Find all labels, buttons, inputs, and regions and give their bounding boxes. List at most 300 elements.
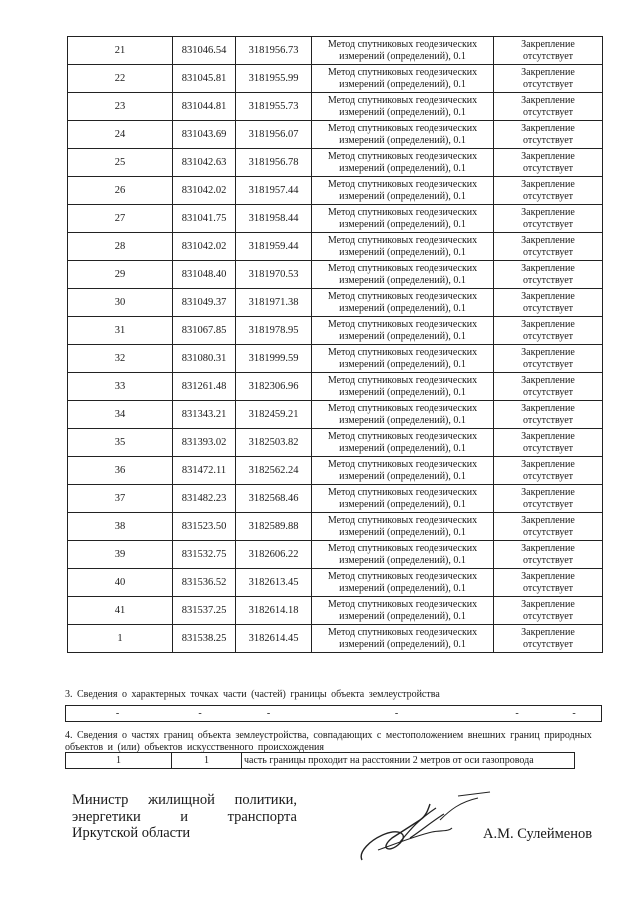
table-row: [68, 289, 603, 317]
method-cell: [312, 317, 494, 345]
method-cell-text: Метод спутниковых геодезических: [327, 122, 478, 134]
fixation-cell-text: Закрепление: [521, 458, 575, 470]
x-coordinate-cell: [173, 65, 236, 93]
fixation-cell-text: Закрепление: [521, 262, 575, 274]
point-number-cell-text: 33: [114, 380, 126, 392]
x-coordinate-cell: [173, 317, 236, 345]
point-number-cell-text: 1: [117, 632, 123, 644]
y-coordinate-cell: [236, 345, 312, 373]
fixation-cell-text: отсутствует: [522, 442, 574, 454]
handwritten-signature: [340, 790, 500, 870]
fixation-cell-text: Закрепление: [521, 542, 575, 554]
fixation-cell: [494, 317, 603, 345]
section-4-table-row: [65, 752, 575, 769]
point-number-cell: [68, 65, 173, 93]
fixation-cell: [494, 625, 603, 653]
fixation-cell: [494, 289, 603, 317]
table-row: [68, 625, 603, 653]
method-cell: [312, 121, 494, 149]
point-number-cell-text: 22: [114, 72, 126, 84]
y-coordinate-cell: [236, 317, 312, 345]
fixation-cell-text: отсутствует: [522, 498, 574, 510]
point-number-cell-text: 39: [114, 548, 126, 560]
table-row: [68, 373, 603, 401]
fixation-cell-text: отсутствует: [522, 638, 574, 650]
y-coordinate-cell: [236, 513, 312, 541]
table-row: [68, 429, 603, 457]
method-cell-text: Метод спутниковых геодезических: [327, 486, 478, 498]
fixation-cell-text: отсутствует: [522, 330, 574, 342]
point-number-cell: [68, 121, 173, 149]
fixation-cell-text: отсутствует: [522, 470, 574, 482]
y-coordinate-cell-text: 3181999.59: [248, 352, 299, 364]
method-cell-text: измерений (определений), 0.1: [339, 162, 466, 174]
fixation-cell: [494, 597, 603, 625]
y-coordinate-cell-text: 3181971.38: [248, 296, 299, 308]
x-coordinate-cell: [173, 233, 236, 261]
point-number-cell-text: 32: [114, 352, 126, 364]
fixation-cell: [494, 457, 603, 485]
fixation-cell: [494, 541, 603, 569]
fixation-cell-text: Закрепление: [521, 346, 575, 358]
section-3-cell: -: [572, 708, 576, 719]
point-number-cell-text: 21: [114, 44, 126, 56]
table-row: [68, 317, 603, 345]
point-number-cell-text: 35: [114, 436, 126, 448]
fixation-cell: [494, 373, 603, 401]
method-cell: [312, 93, 494, 121]
method-cell: [312, 233, 494, 261]
x-coordinate-cell: [173, 429, 236, 457]
y-coordinate-cell-text: 3181955.73: [248, 100, 299, 112]
fixation-cell-text: Закрепление: [521, 318, 575, 330]
fixation-cell-text: отсутствует: [522, 50, 574, 62]
method-cell: [312, 569, 494, 597]
method-cell-text: Метод спутниковых геодезических: [327, 402, 478, 414]
y-coordinate-cell: [236, 541, 312, 569]
x-coordinate-cell: [173, 149, 236, 177]
fixation-cell-text: отсутствует: [522, 526, 574, 538]
fixation-cell-text: отсутствует: [522, 274, 574, 286]
method-cell-text: Метод спутниковых геодезических: [327, 626, 478, 638]
table-row: [68, 345, 603, 373]
method-cell-text: измерений (определений), 0.1: [339, 358, 466, 370]
y-coordinate-cell: [236, 289, 312, 317]
x-coordinate-cell-text: 831043.69: [181, 128, 227, 140]
table-row: [68, 569, 603, 597]
point-number-cell: [68, 373, 173, 401]
minister-title-word: политики,: [234, 792, 297, 808]
x-coordinate-cell-text: 831046.54: [181, 44, 227, 56]
x-coordinate-cell: [173, 541, 236, 569]
point-number-cell-text: 37: [114, 492, 126, 504]
point-number-cell-text: 41: [114, 604, 126, 616]
method-cell: [312, 485, 494, 513]
x-coordinate-cell: [173, 625, 236, 653]
x-coordinate-cell: [173, 513, 236, 541]
method-cell-text: Метод спутниковых геодезических: [327, 374, 478, 386]
fixation-cell-text: Закрепление: [521, 290, 575, 302]
method-cell-text: измерений (определений), 0.1: [339, 218, 466, 230]
method-cell-text: Метод спутниковых геодезических: [327, 570, 478, 582]
method-cell: [312, 65, 494, 93]
section-3-cell: -: [266, 708, 271, 719]
method-cell-text: Метод спутниковых геодезических: [327, 66, 478, 78]
fixation-cell-text: отсутствует: [522, 358, 574, 370]
section-3-cell: -: [115, 708, 120, 719]
y-coordinate-cell: [236, 233, 312, 261]
y-coordinate-cell-text: 3182503.82: [248, 436, 299, 448]
method-cell: [312, 513, 494, 541]
fixation-cell-text: отсутствует: [522, 218, 574, 230]
x-coordinate-cell: [173, 569, 236, 597]
method-cell: [312, 289, 494, 317]
x-coordinate-cell-text: 831261.48: [181, 380, 227, 392]
method-cell-text: измерений (определений), 0.1: [339, 470, 466, 482]
method-cell-text: Метод спутниковых геодезических: [327, 38, 478, 50]
method-cell-text: измерений (определений), 0.1: [339, 274, 466, 286]
fixation-cell-text: Закрепление: [521, 234, 575, 246]
fixation-cell: [494, 121, 603, 149]
method-cell-text: Метод спутниковых геодезических: [327, 514, 478, 526]
method-cell: [312, 37, 494, 65]
method-cell-text: измерений (определений), 0.1: [339, 246, 466, 258]
y-coordinate-cell-text: 3182459.21: [248, 408, 299, 420]
table-row: [68, 121, 603, 149]
x-coordinate-cell-text: 831045.81: [181, 72, 227, 84]
y-coordinate-cell-text: 3182613.45: [248, 576, 299, 588]
fixation-cell: [494, 233, 603, 261]
minister-title-word: транспорта: [227, 808, 297, 825]
y-coordinate-cell-text: 3181978.95: [248, 324, 299, 336]
x-coordinate-cell-text: 831048.40: [181, 268, 227, 280]
method-cell-text: измерений (определений), 0.1: [339, 106, 466, 118]
x-coordinate-cell: [173, 597, 236, 625]
method-cell-text: измерений (определений), 0.1: [339, 610, 466, 622]
table-row: [68, 513, 603, 541]
point-number-cell: [68, 317, 173, 345]
point-number-cell: [68, 597, 173, 625]
y-coordinate-cell: [236, 65, 312, 93]
table-row: [68, 597, 603, 625]
x-coordinate-cell-text: 831041.75: [181, 212, 227, 224]
fixation-cell-text: отсутствует: [522, 302, 574, 314]
y-coordinate-cell-text: 3181956.07: [248, 128, 299, 140]
fixation-cell-text: отсутствует: [522, 414, 574, 426]
method-cell: [312, 401, 494, 429]
method-cell: [312, 177, 494, 205]
method-cell-text: измерений (определений), 0.1: [339, 498, 466, 510]
table-row: [68, 457, 603, 485]
x-coordinate-cell-text: 831042.02: [181, 240, 227, 252]
method-cell-text: измерений (определений), 0.1: [339, 134, 466, 146]
fixation-cell: [494, 429, 603, 457]
table-row: [68, 205, 603, 233]
fixation-cell-text: Закрепление: [521, 402, 575, 414]
fixation-cell: [494, 37, 603, 65]
minister-title-region: Иркутской области: [72, 825, 191, 841]
fixation-cell-text: отсутствует: [522, 610, 574, 622]
point-number-cell: [68, 205, 173, 233]
y-coordinate-cell: [236, 93, 312, 121]
y-coordinate-cell: [236, 429, 312, 457]
fixation-cell-text: Закрепление: [521, 570, 575, 582]
method-cell: [312, 541, 494, 569]
method-cell: [312, 597, 494, 625]
point-number-cell-text: 36: [114, 464, 126, 476]
point-number-cell-text: 26: [114, 184, 126, 196]
method-cell: [312, 373, 494, 401]
x-coordinate-cell: [173, 457, 236, 485]
boundary-points-body: [68, 37, 603, 653]
y-coordinate-cell-text: 3181958.44: [248, 212, 299, 224]
point-number-cell: [68, 401, 173, 429]
x-coordinate-cell-text: 831532.75: [181, 548, 227, 560]
x-coordinate-cell-text: 831042.02: [181, 184, 227, 196]
fixation-cell-text: отсутствует: [522, 190, 574, 202]
section-4-cell-to: 1: [172, 753, 242, 768]
method-cell-text: Метод спутниковых геодезических: [327, 290, 478, 302]
y-coordinate-cell-text: 3182606.22: [248, 548, 299, 560]
method-cell-text: измерений (определений), 0.1: [339, 302, 466, 314]
y-coordinate-cell-text: 3181970.53: [248, 268, 299, 280]
table-row: [68, 233, 603, 261]
section-4-heading: 4. Сведения о частях границ объекта землеустройства, совпадающих с местоположением внешних границ природных объектов и (или) объектов искусственного происхождения: [65, 730, 592, 753]
fixation-cell-text: Закрепление: [521, 150, 575, 162]
method-cell-text: Метод спутниковых геодезических: [327, 150, 478, 162]
method-cell-text: измерений (определений), 0.1: [339, 414, 466, 426]
point-number-cell-text: 31: [114, 324, 126, 336]
x-coordinate-cell: [173, 373, 236, 401]
y-coordinate-cell-text: 3181955.99: [248, 72, 299, 84]
y-coordinate-cell: [236, 261, 312, 289]
method-cell-text: измерений (определений), 0.1: [339, 442, 466, 454]
x-coordinate-cell: [173, 485, 236, 513]
section-4-cell-from: 1: [66, 753, 172, 768]
minister-title-word: энергетики: [72, 808, 141, 825]
section-3-cell: -: [515, 708, 519, 719]
fixation-cell: [494, 93, 603, 121]
point-number-cell-text: 30: [114, 296, 126, 308]
table-row: [68, 177, 603, 205]
y-coordinate-cell-text: 3181957.44: [248, 184, 299, 196]
point-number-cell: [68, 569, 173, 597]
y-coordinate-cell-text: 3181956.73: [248, 44, 299, 56]
x-coordinate-cell-text: 831049.37: [181, 296, 227, 308]
point-number-cell: [68, 345, 173, 373]
fixation-cell-text: Закрепление: [521, 374, 575, 386]
fixation-cell-text: отсутствует: [522, 582, 574, 594]
point-number-cell: [68, 233, 173, 261]
point-number-cell: [68, 93, 173, 121]
y-coordinate-cell-text: 3182306.96: [248, 380, 299, 392]
section-3-heading: 3. Сведения о характерных точках части (частей) границы объекта землеустройства: [65, 689, 440, 700]
point-number-cell: [68, 177, 173, 205]
method-cell-text: измерений (определений), 0.1: [339, 50, 466, 62]
method-cell-text: Метод спутниковых геодезических: [327, 430, 478, 442]
fixation-cell: [494, 149, 603, 177]
fixation-cell-text: отсутствует: [522, 162, 574, 174]
method-cell: [312, 429, 494, 457]
x-coordinate-cell: [173, 177, 236, 205]
point-number-cell: [68, 457, 173, 485]
method-cell-text: измерений (определений), 0.1: [339, 190, 466, 202]
fixation-cell: [494, 261, 603, 289]
x-coordinate-cell-text: 831538.25: [181, 632, 227, 644]
fixation-cell-text: Закрепление: [521, 178, 575, 190]
x-coordinate-cell: [173, 401, 236, 429]
point-number-cell-text: 34: [114, 408, 126, 420]
x-coordinate-cell-text: 831482.23: [181, 492, 227, 504]
minister-title-word: Министр: [72, 792, 129, 808]
y-coordinate-cell-text: 3182568.46: [248, 492, 299, 504]
point-number-cell: [68, 541, 173, 569]
method-cell-text: Метод спутниковых геодезических: [327, 178, 478, 190]
fixation-cell-text: Закрепление: [521, 486, 575, 498]
y-coordinate-cell: [236, 597, 312, 625]
fixation-cell-text: Закрепление: [521, 430, 575, 442]
y-coordinate-cell-text: 3181959.44: [248, 240, 299, 252]
x-coordinate-cell-text: 831080.31: [181, 352, 227, 364]
x-coordinate-cell-text: 831536.52: [181, 576, 227, 588]
point-number-cell-text: 38: [114, 520, 126, 532]
fixation-cell-text: отсутствует: [522, 134, 574, 146]
point-number-cell-text: 29: [114, 268, 126, 280]
method-cell-text: измерений (определений), 0.1: [339, 554, 466, 566]
x-coordinate-cell-text: 831393.02: [181, 436, 227, 448]
y-coordinate-cell: [236, 457, 312, 485]
x-coordinate-cell: [173, 37, 236, 65]
x-coordinate-cell-text: 831343.21: [181, 408, 227, 420]
x-coordinate-cell: [173, 121, 236, 149]
fixation-cell: [494, 65, 603, 93]
y-coordinate-cell: [236, 149, 312, 177]
fixation-cell-text: Закрепление: [521, 122, 575, 134]
fixation-cell-text: отсутствует: [522, 554, 574, 566]
method-cell: [312, 261, 494, 289]
method-cell-text: Метод спутниковых геодезических: [327, 598, 478, 610]
method-cell-text: измерений (определений), 0.1: [339, 78, 466, 90]
point-number-cell: [68, 429, 173, 457]
fixation-cell: [494, 345, 603, 373]
y-coordinate-cell: [236, 373, 312, 401]
method-cell-text: измерений (определений), 0.1: [339, 638, 466, 650]
method-cell-text: Метод спутниковых геодезических: [327, 262, 478, 274]
x-coordinate-cell-text: 831537.25: [181, 604, 227, 616]
y-coordinate-cell-text: 3181956.78: [248, 156, 299, 168]
fixation-cell: [494, 569, 603, 597]
method-cell: [312, 457, 494, 485]
y-coordinate-cell: [236, 37, 312, 65]
method-cell-text: измерений (определений), 0.1: [339, 330, 466, 342]
method-cell-text: Метод спутниковых геодезических: [327, 318, 478, 330]
x-coordinate-cell-text: 831067.85: [181, 324, 227, 336]
x-coordinate-cell-text: 831044.81: [181, 100, 227, 112]
y-coordinate-cell-text: 3182589.88: [248, 520, 299, 532]
point-number-cell: [68, 149, 173, 177]
section-4-cell-description: часть границы проходит на расстоянии 2 метров от оси газопровода: [244, 755, 534, 766]
table-row: [68, 541, 603, 569]
method-cell-text: Метод спутниковых геодезических: [327, 346, 478, 358]
method-cell: [312, 625, 494, 653]
table-row: [68, 401, 603, 429]
point-number-cell-text: 27: [114, 212, 126, 224]
point-number-cell-text: 25: [114, 156, 126, 168]
y-coordinate-cell: [236, 121, 312, 149]
y-coordinate-cell: [236, 625, 312, 653]
section-3-cell: -: [394, 708, 399, 719]
y-coordinate-cell-text: 3182562.24: [248, 464, 299, 476]
point-number-cell-text: 24: [114, 128, 126, 140]
x-coordinate-cell: [173, 93, 236, 121]
x-coordinate-cell-text: 831042.63: [181, 156, 227, 168]
y-coordinate-cell: [236, 569, 312, 597]
fixation-cell-text: отсутствует: [522, 386, 574, 398]
point-number-cell: [68, 513, 173, 541]
fixation-cell-text: Закрепление: [521, 514, 575, 526]
y-coordinate-cell-text: 3182614.45: [248, 632, 299, 644]
point-number-cell: [68, 261, 173, 289]
point-number-cell-text: 40: [114, 576, 126, 588]
method-cell-text: Метод спутниковых геодезических: [327, 94, 478, 106]
method-cell: [312, 345, 494, 373]
x-coordinate-cell: [173, 289, 236, 317]
method-cell-text: Метод спутниковых геодезических: [327, 458, 478, 470]
y-coordinate-cell: [236, 485, 312, 513]
x-coordinate-cell: [173, 205, 236, 233]
fixation-cell: [494, 205, 603, 233]
method-cell: [312, 205, 494, 233]
fixation-cell-text: Закрепление: [521, 94, 575, 106]
method-cell-text: Метод спутниковых геодезических: [327, 206, 478, 218]
minister-title-word: и: [180, 808, 189, 825]
fixation-cell-text: Закрепление: [521, 626, 575, 638]
table-row: [68, 261, 603, 289]
method-cell-text: измерений (определений), 0.1: [339, 582, 466, 594]
fixation-cell-text: отсутствует: [522, 246, 574, 258]
x-coordinate-cell-text: 831523.50: [181, 520, 227, 532]
point-number-cell: [68, 37, 173, 65]
x-coordinate-cell-text: 831472.11: [181, 464, 227, 476]
fixation-cell: [494, 485, 603, 513]
method-cell-text: измерений (определений), 0.1: [339, 386, 466, 398]
fixation-cell-text: отсутствует: [522, 106, 574, 118]
fixation-cell: [494, 177, 603, 205]
minister-title: [72, 792, 297, 842]
minister-title-word: жилищной: [148, 792, 215, 808]
y-coordinate-cell-text: 3182614.18: [248, 604, 299, 616]
y-coordinate-cell: [236, 177, 312, 205]
boundary-points-table: [67, 36, 603, 653]
y-coordinate-cell: [236, 401, 312, 429]
table-row: [68, 485, 603, 513]
y-coordinate-cell: [236, 205, 312, 233]
section-3-table-row: [65, 705, 602, 722]
point-number-cell: [68, 625, 173, 653]
fixation-cell-text: отсутствует: [522, 78, 574, 90]
table-row: [68, 37, 603, 65]
fixation-cell-text: Закрепление: [521, 38, 575, 50]
table-row: [68, 149, 603, 177]
point-number-cell: [68, 289, 173, 317]
fixation-cell-text: Закрепление: [521, 206, 575, 218]
fixation-cell-text: Закрепление: [521, 66, 575, 78]
section-3-cell: -: [198, 708, 202, 719]
signer-name: А.М. Сулейменов: [483, 826, 593, 842]
table-row: [68, 93, 603, 121]
x-coordinate-cell: [173, 345, 236, 373]
point-number-cell: [68, 485, 173, 513]
